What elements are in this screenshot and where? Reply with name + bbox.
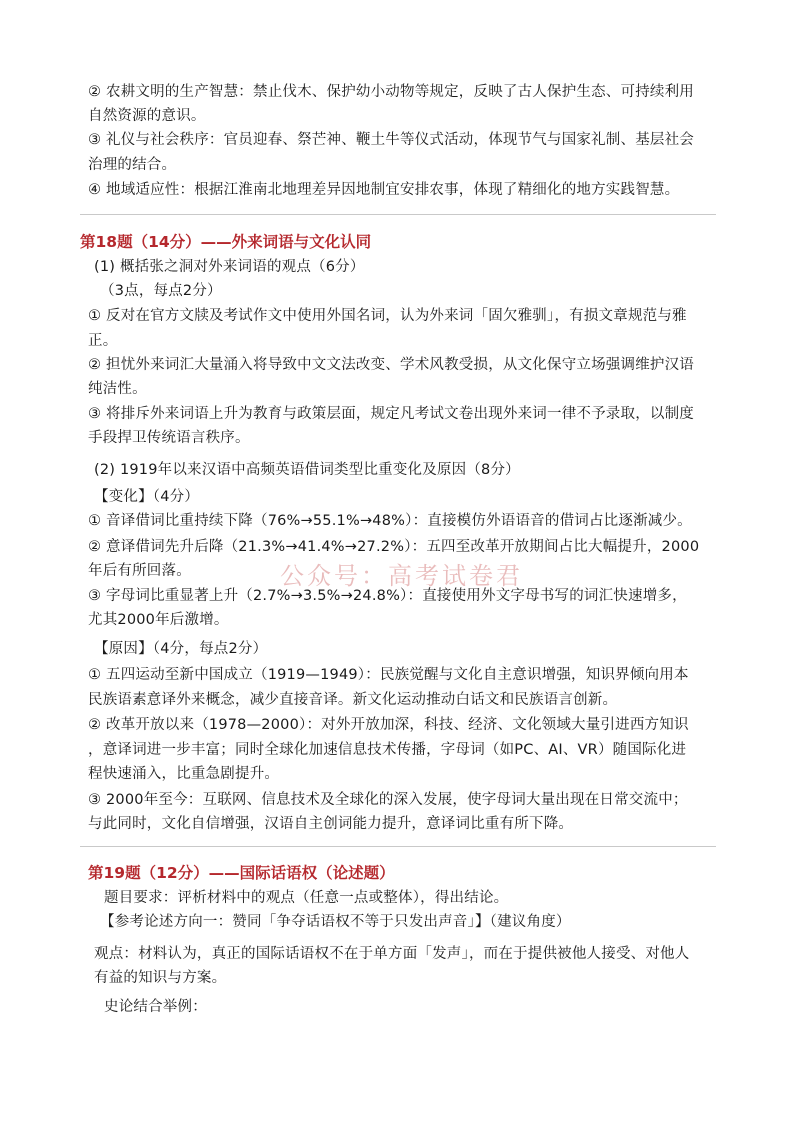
q18-line-21: 程快速涌入，比重急剧提升。 [88, 766, 280, 782]
q18-line-5: ② 担忧外来词汇大量涌入将导致中文文法改变、学术风教受损，从文化保守立场强调维护汉语 [88, 357, 695, 373]
q18-line-11: ① 音译借词比重持续下降（76%→55.1%→48%）：直接模仿外语语音的借词占比逐渐减少。 [88, 513, 692, 529]
divider [80, 214, 716, 215]
s17-line-5: ④ 地域适应性：根据江淮南北地理差异因地制宜安排农事，体现了精细化的地方实践智慧。 [88, 182, 680, 198]
q18-line-8: 手段捍卫传统语言秩序。 [88, 430, 250, 446]
s17-line-4: 治理的结合。 [88, 157, 177, 173]
q18-line-23: 与此同时，文化自信增强，汉语自主创词能力提升，意译词比重有所下降。 [88, 816, 574, 832]
q18-line-12: ② 意译借词先升后降（21.3%→41.4%→27.2%）：五四至改革开放期间占比大幅提升，2000 [88, 539, 700, 555]
q18-line-6: 纯洁性。 [88, 381, 147, 397]
q18-line-15: 尤其2000年后激增。 [88, 612, 229, 628]
q18-line-1: (1) 概括张之洞对外来词语的观点（6分） [94, 259, 365, 275]
q19-line-5: 史论结合举例： [104, 999, 207, 1015]
watermark-text: 公众号：高考试卷君 [280, 562, 523, 590]
q19-line-1: 题目要求：评析材料中的观点（任意一点或整体），得出结论。 [104, 890, 509, 906]
q18-line-19: ② 改革开放以来（1978—2000）：对外开放加深，科技、经济、文化领域大量引进西方知识 [88, 717, 689, 733]
q18-line-13: 年后有所回落。 [88, 563, 191, 579]
question-19-heading: 第19题（12分）——国际话语权（论述题） [88, 864, 395, 882]
q19-line-4: 有益的知识与方案。 [94, 970, 227, 986]
q18-line-2: （3点，每点2分） [100, 283, 222, 299]
s17-line-3: ③ 礼仪与社会秩序：官员迎春、祭芒神、鞭土牛等仪式活动，体现节气与国家礼制、基层社会 [88, 132, 695, 148]
q19-line-2: 【参考论述方向一：赞同「争夺话语权不等于只发出声音」】（建议角度） [100, 914, 571, 930]
divider [80, 846, 716, 847]
question-18-heading: 第18题（14分）——外来词语与文化认同 [80, 233, 372, 251]
q18-line-18: 民族语素意译外来概念，减少直接音译。新文化运动推动白话文和民族语言创新。 [88, 692, 618, 708]
q18-line-10: 【变化】（4分） [94, 489, 200, 505]
q18-line-14: ③ 字母词比重显著上升（2.7%→3.5%→24.8%）：直接使用外文字母书写的词汇快速增多， [88, 588, 687, 604]
s17-line-1: ② 农耕文明的生产智慧：禁止伐木、保护幼小动物等规定，反映了古人保护生态、可持续利用 [88, 84, 695, 100]
s17-line-2: 自然资源的意识。 [88, 108, 206, 124]
q18-line-22: ③ 2000年至今：互联网、信息技术及全球化的深入发展，使字母词大量出现在日常交流中； [88, 792, 688, 808]
q18-line-3: ① 反对在官方文牍及考试作文中使用外国名词，认为外来词「固欠雅驯」，有损文章规范与雅 [88, 308, 687, 324]
q18-line-9: (2) 1919年以来汉语中高频英语借词类型比重变化及原因（8分） [94, 462, 520, 478]
q18-line-17: ① 五四运动至新中国成立（1919—1949）：民族觉醒与文化自主意识增强，知识界倾向用本 [88, 667, 689, 683]
q18-line-7: ③ 将排斥外来词语上升为教育与政策层面，规定凡考试文卷出现外来词一律不予录取，以制度 [88, 406, 695, 422]
q19-line-3: 观点：材料认为，真正的国际话语权不在于单方面「发声」，而在于提供被他人接受、对他人 [94, 946, 690, 962]
q18-line-20: ，意译词进一步丰富；同时全球化加速信息技术传播，字母词（如PC、AI、VR）随国际化进 [88, 742, 687, 758]
q18-line-16: 【原因】（4分，每点2分） [94, 641, 268, 657]
q18-line-4: 正。 [88, 333, 118, 349]
